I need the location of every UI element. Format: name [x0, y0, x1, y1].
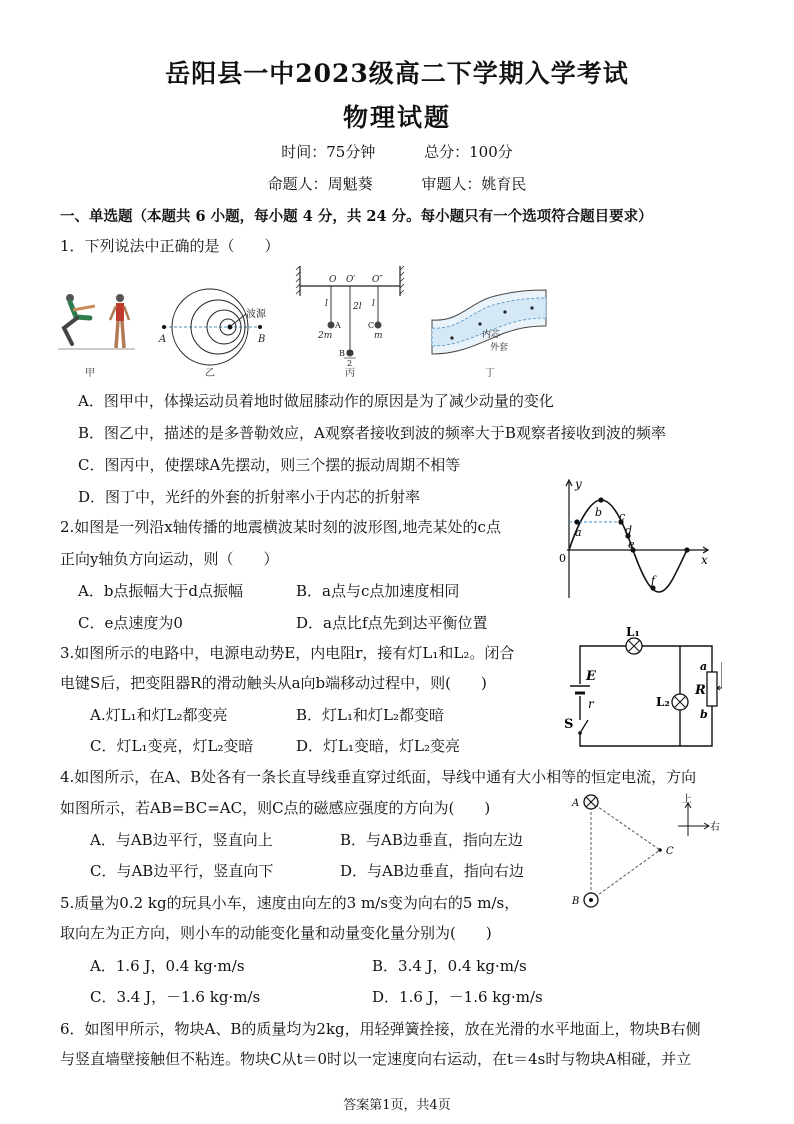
- rheostat-end-a: a: [700, 660, 708, 673]
- pivot-o-prime: O′: [346, 275, 356, 285]
- q6-line-1: 6．如图甲所示，物块A、B的质量均为2kg，用轻弹簧拴接，放在光滑的水平地面上，物块B右侧: [60, 1020, 701, 1038]
- q3-circuit: [562, 620, 722, 756]
- q5-option-a: A．1.6 J，0.4 kg·m/s: [90, 957, 245, 975]
- q4-wire-figure: [562, 790, 732, 914]
- y-axis-label: y: [575, 477, 582, 491]
- q6-line-2: 与竖直墙壁接触但不粘连。物块C从t＝0时以一定速度向右运动，在t＝4s时与物块A相碰，并立: [60, 1050, 692, 1068]
- ball-a-label: A: [335, 321, 341, 330]
- exam-score: 总分：100分: [424, 143, 513, 161]
- q4-stem-1: 4.如图所示，在A、B处各有一条长直导线垂直穿过纸面，导线中通有大小相等的恒定电流，方向: [60, 768, 697, 786]
- q4-stem-2: 如图所示，若AB=BC=AC，则C点的磁感应强度的方向为( ): [60, 799, 491, 817]
- q3-option-c: C．灯L₁变亮，灯L₂变暗: [90, 737, 254, 755]
- point-d: d: [625, 524, 633, 537]
- section-heading: 一、单选题（本题共 6 小题，每小题 4 分，共 24 分。每小题只有一个选项符合题目要求）: [60, 208, 653, 225]
- fig-label-ding: 丁: [485, 368, 495, 379]
- emf-label: E: [586, 669, 596, 684]
- rheostat-end-b: b: [700, 708, 708, 721]
- observer-a-label: A: [159, 334, 167, 345]
- q1-option-a: A．图甲中，体操运动员着地时做屈膝动作的原因是为了减少动量的变化: [78, 392, 554, 410]
- exam-meta-time: [0, 141, 794, 162]
- wire-a-label: A: [572, 798, 580, 809]
- q4-option-c: C．与AB边平行，竖直向下: [90, 862, 274, 880]
- rheostat-label: R: [695, 683, 706, 698]
- q4-option-a: A．与AB边平行，竖直向上: [90, 831, 273, 849]
- ball-c-label: C: [368, 321, 375, 330]
- q3-option-d: D．灯L₁变暗，灯L₂变亮: [296, 737, 460, 755]
- observer-b-label: B: [258, 334, 266, 345]
- lamp-l2-label: L₂: [656, 695, 670, 709]
- fig-ding-fiber: [432, 290, 546, 354]
- exam-author: 命题人：周魁葵: [267, 175, 373, 193]
- q3-option-b: B．灯L₁和灯L₂都变暗: [296, 706, 444, 724]
- fig-jia-athletes: [58, 294, 135, 349]
- q5-option-d: D．1.6 J，－1.6 kg·m/s: [372, 988, 543, 1006]
- q1-figures: [50, 262, 550, 382]
- x-axis-label: x: [701, 553, 708, 567]
- fig-label-yi: 乙: [205, 368, 215, 379]
- point-c-label: C: [666, 846, 674, 857]
- ball-b-mass-num: m: [346, 348, 354, 357]
- fig-yi-doppler: [162, 289, 262, 365]
- exam-reviewer: 审题人：姚育民: [421, 175, 527, 193]
- q1-option-d: D．图丁中，光纤的外套的折射率小于内芯的折射率: [78, 488, 421, 506]
- internal-r-label: r: [588, 697, 594, 711]
- fiber-core-label: 内芯: [482, 330, 501, 340]
- q2-stem-1: 2.如图是一列沿x轴传播的地震横波某时刻的波形图,地壳某处的c点: [60, 518, 501, 536]
- pivot-o: O: [329, 275, 337, 285]
- q2-option-b: B．a点与c点加速度相同: [296, 582, 460, 600]
- origin-label: 0: [559, 552, 566, 565]
- wire-b-label: B: [572, 896, 580, 907]
- point-b: b: [595, 506, 603, 519]
- point-e: e: [628, 538, 635, 551]
- fig-label-bing: 丙: [345, 368, 355, 379]
- exam-time: 时间：75分钟: [281, 143, 376, 161]
- q2-option-d: D．a点比f点先到达平衡位置: [296, 614, 488, 632]
- length-l3: l: [372, 299, 375, 309]
- page-footer: 答案第1页，共4页: [343, 1098, 451, 1113]
- q3-stem-2: 电键S后，把变阻器R的滑动触头从a向b端移动过程中，则( ): [60, 674, 487, 692]
- point-a: a: [575, 526, 582, 539]
- ball-a-mass: 2m: [318, 331, 333, 341]
- direction-right-label: 右: [710, 822, 720, 833]
- q3-stem-1: 3.如图所示的电路中，电源电动势E，内电阻r，接有灯L₁和L₂。闭合: [60, 644, 515, 662]
- q3-option-a: A.灯L₁和灯L₂都变亮: [90, 706, 228, 724]
- point-f: f: [651, 574, 656, 587]
- q4-option-b: B．与AB边垂直，指向左边: [340, 831, 523, 849]
- q2-stem-2: 正向y轴负方向运动，则（ ）: [60, 550, 279, 568]
- q2-wave-graph: [555, 476, 715, 606]
- q5-option-c: C．3.4 J，－1.6 kg·m/s: [90, 988, 261, 1006]
- q1-option-c: C．图丙中，使摆球A先摆动，则三个摆的振动周期不相等: [78, 456, 461, 474]
- exam-title: 岳阳县一中2023级高二下学期入学考试: [165, 59, 629, 88]
- q4-option-d: D．与AB边垂直，指向右边: [340, 862, 524, 880]
- q1-stem: 1．下列说法中正确的是（ ）: [60, 237, 280, 255]
- switch-label: S: [564, 717, 574, 732]
- q1-option-b: B．图乙中，描述的是多普勒效应，A观察者接收到波的频率大于B观察者接收到波的频率: [78, 424, 666, 442]
- length-2l: 2l: [353, 302, 362, 312]
- direction-up-label: 上: [682, 794, 692, 805]
- q5-stem-1: 5.质量为0.2 kg的玩具小车，速度由向左的3 m/s变为向右的5 m/s，: [60, 894, 520, 912]
- length-l1: l: [325, 299, 328, 309]
- ball-b-mass-den: 2: [347, 359, 353, 368]
- pivot-o-double-prime: O″: [372, 275, 383, 285]
- fiber-cladding-label: 外套: [490, 343, 509, 353]
- q5-stem-2: 取向左为正方向，则小车的动能变化量和动量变化量分别为( ): [60, 924, 492, 942]
- wave-source-label: 波源: [246, 309, 266, 320]
- point-c: c: [619, 510, 626, 523]
- exam-meta-people: [0, 173, 794, 194]
- q2-option-c: C．e点速度为0: [78, 614, 183, 632]
- exam-subject: 物理试题: [342, 103, 451, 132]
- ball-b-label: B: [339, 349, 345, 358]
- fig-label-jia: 甲: [85, 368, 95, 379]
- ball-c-mass: m: [374, 331, 383, 341]
- lamp-l1-label: L₁: [626, 625, 640, 639]
- q2-option-a: A．b点振幅大于d点振幅: [78, 582, 244, 600]
- q5-option-b: B．3.4 J，0.4 kg·m/s: [372, 957, 527, 975]
